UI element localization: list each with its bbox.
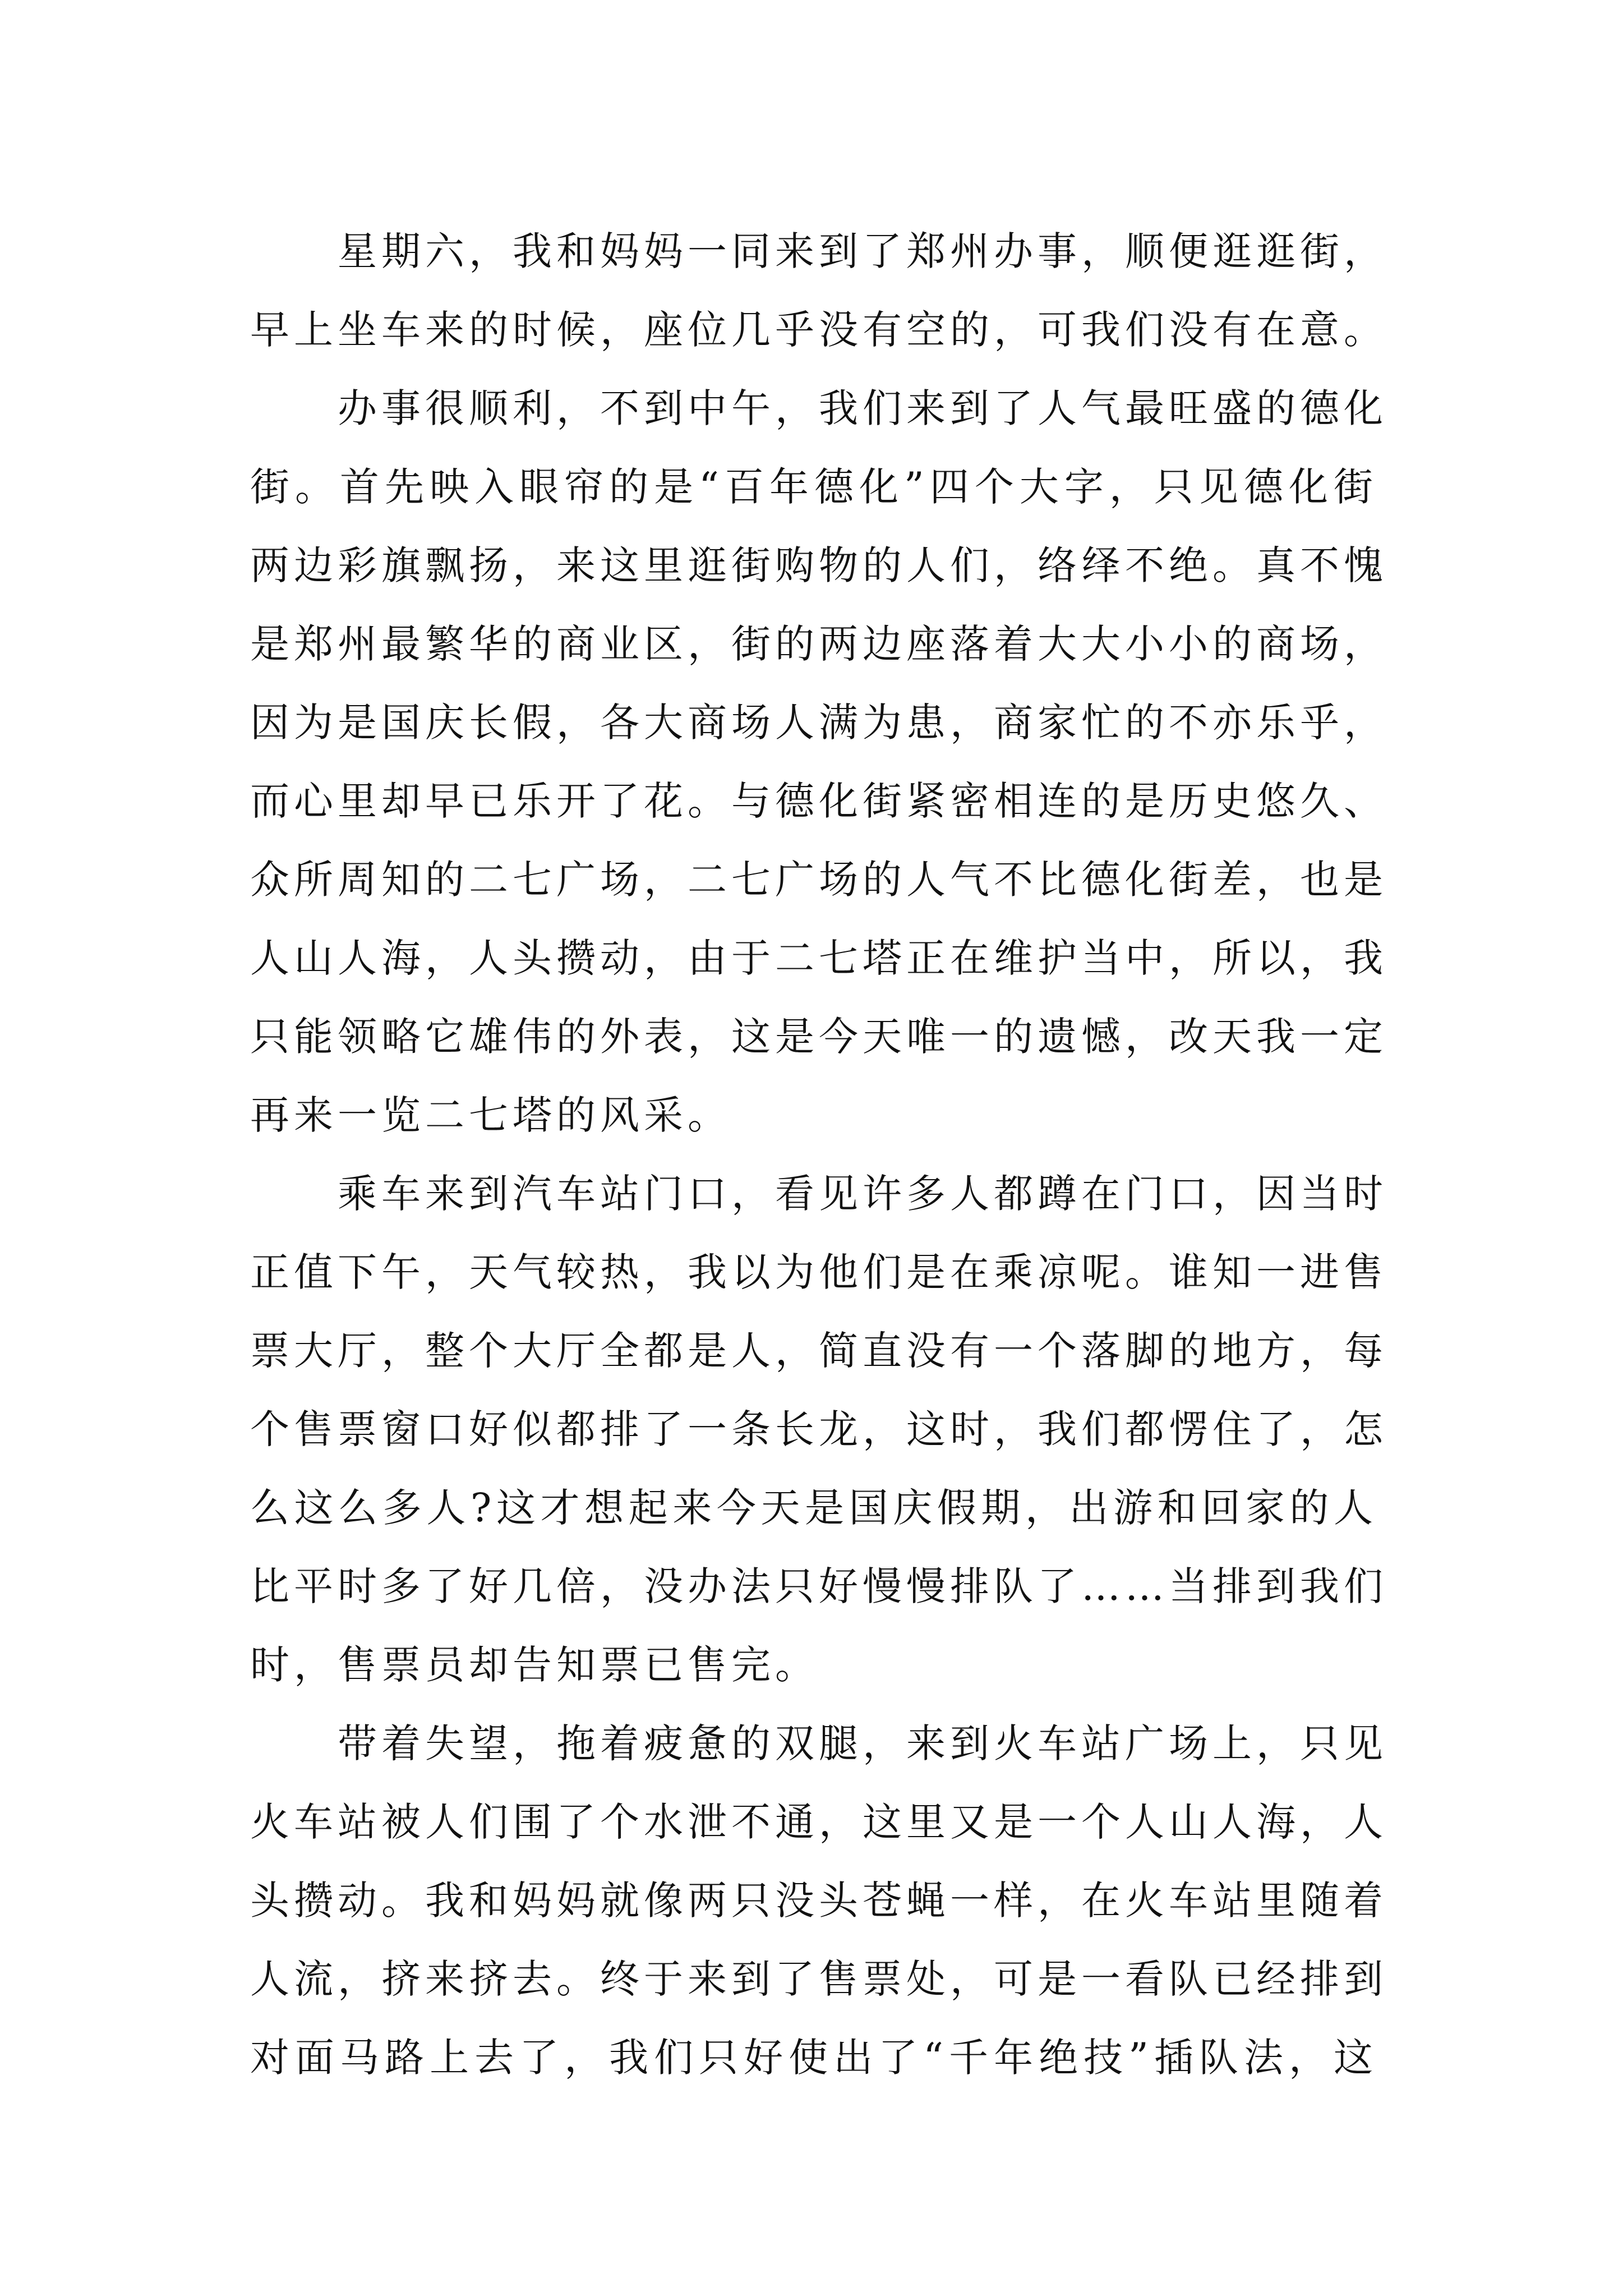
text-line: 火车站被人们围了个水泄不通，这里又是一个人山人海，人 xyxy=(250,1799,1387,1845)
paragraph xyxy=(250,369,1387,1154)
text-line: 街。首先映入眼帘的是“百年德化”四个大字，只见德化街 xyxy=(250,464,1377,510)
text-line: 带着失望，拖着疲惫的双腿，来到火车站广场上，只见 xyxy=(338,1720,1387,1766)
text-line: 办事很顺利，不到中午，我们来到了人气最旺盛的德化 xyxy=(338,385,1387,431)
text-line: 比平时多了好几倍，没办法只好慢慢排队了……当排到我们 xyxy=(250,1563,1387,1609)
text-line: 是郑州最繁华的商业区，街的两边座落着大大小小的商场， xyxy=(250,621,1387,667)
text-line: 正值下午，天气较热，我以为他们是在乘凉呢。谁知一进售 xyxy=(250,1249,1387,1295)
text-line: 票大厅，整个大厅全都是人，简直没有一个落脚的地方，每 xyxy=(250,1328,1387,1374)
text-line: 头攒动。我和妈妈就像两只没头苍蝇一样，在火车站里随着 xyxy=(250,1878,1387,1924)
text-line: 么这么多人?这才想起来今天是国庆假期，出游和回家的人 xyxy=(250,1485,1377,1531)
paragraph xyxy=(250,212,1387,369)
text-line: 人流，挤来挤去。终于来到了售票处，可是一看队已经排到 xyxy=(250,1956,1387,2002)
text-line: 再来一览二七塔的风采。 xyxy=(250,1092,731,1138)
text-line: 星期六，我和妈妈一同来到了郑州办事，顺便逛逛街， xyxy=(338,228,1387,274)
text-line: 个售票窗口好似都排了一条长龙，这时，我们都愣住了，怎 xyxy=(250,1406,1387,1452)
text-line: 时，售票员却告知票已售完。 xyxy=(250,1642,819,1688)
text-line: 早上坐车来的时候，座位几乎没有空的，可我们没有在意。 xyxy=(250,307,1387,353)
paragraph xyxy=(250,1704,1387,2097)
text-line: 只能领略它雄伟的外表，这是今天唯一的遗憾，改天我一定 xyxy=(250,1014,1387,1060)
text-line: 两边彩旗飘扬，来这里逛街购物的人们，络绎不绝。真不愧 xyxy=(250,542,1387,588)
paragraph xyxy=(250,1154,1387,1704)
text-line: 乘车来到汽车站门口，看见许多人都蹲在门口，因当时 xyxy=(338,1171,1387,1217)
text-line: 众所周知的二七广场，二七广场的人气不比德化街差，也是 xyxy=(250,857,1387,903)
text-line: 对面马路上去了，我们只好使出了“千年绝技”插队法，这 xyxy=(250,2035,1377,2081)
text-line: 人山人海，人头攒动，由于二七塔正在维护当中，所以，我 xyxy=(250,935,1387,981)
body-text xyxy=(250,212,1387,2097)
text-line: 因为是国庆长假，各大商场人满为患，商家忙的不亦乐乎， xyxy=(250,700,1387,746)
text-line: 而心里却早已乐开了花。与德化街紧密相连的是历史悠久、 xyxy=(250,778,1387,824)
